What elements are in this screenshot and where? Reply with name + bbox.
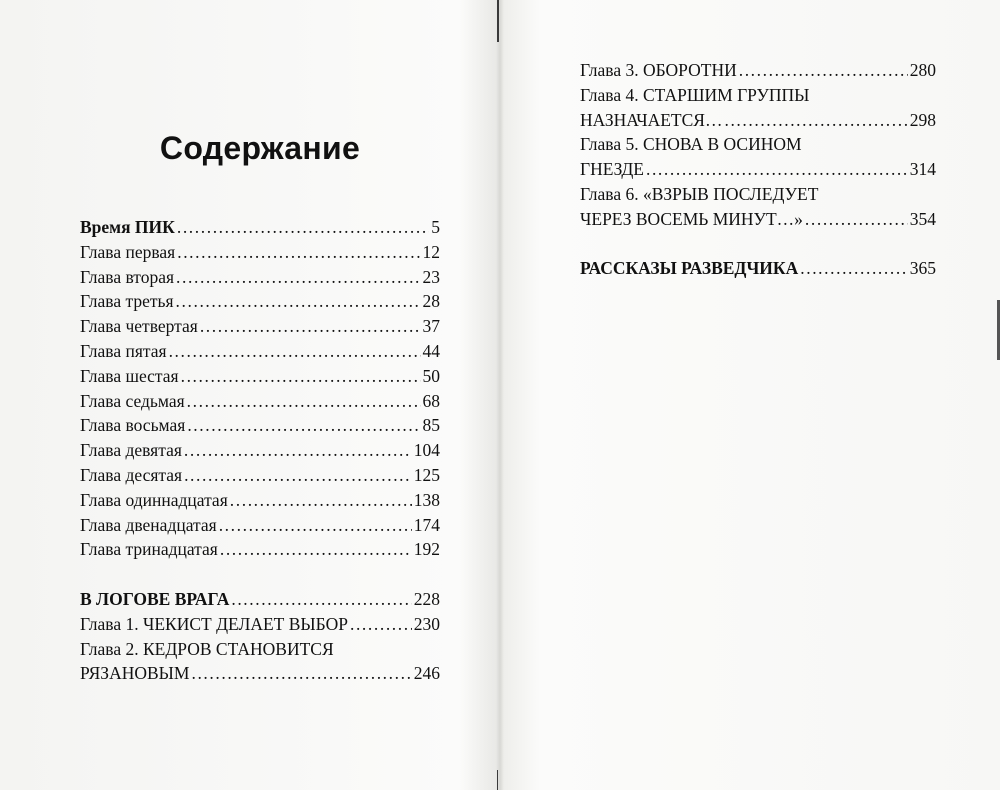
toc-entry-title: РЯЗАНОВЫМ [80,663,190,684]
toc-entry [80,289,440,314]
toc-entry-line [80,215,440,240]
toc-entry-page: 298 [909,109,936,130]
toc-entry-title: Глава восьмая [80,415,186,436]
toc-entry-title: Глава десятая [80,464,183,485]
toc-entry [80,215,440,240]
toc-entry-page: 174 [413,514,440,535]
dot-leader [800,256,908,281]
dot-leader [177,240,420,265]
gutter-mark-bottom [497,770,498,790]
toc-entry-page: 246 [413,663,440,684]
toc-entry-title: Глава девятая [80,440,182,461]
dot-leader [724,108,907,133]
dot-leader [739,58,908,83]
toc-entry-title: Глава шестая [80,365,179,386]
toc-entry-line [80,265,440,290]
toc-entry-line [80,389,440,414]
toc-entry-page: 280 [909,60,936,80]
toc-entry [80,438,440,463]
toc-entry-line [80,537,440,562]
toc-entry [80,413,440,438]
toc-entry-page: 104 [413,440,440,461]
dot-leader [176,289,421,314]
toc-entry-line [80,289,440,314]
toc-entry-title: Глава седьмая [80,390,185,411]
toc-entry-page: 68 [422,390,440,411]
toc-entry [80,240,440,265]
dot-leader [220,537,412,562]
toc-entry-line [580,157,936,182]
toc-entry-title: Глава четвертая [80,316,198,337]
dot-leader [231,587,411,612]
toc-entry-line [80,438,440,463]
toc-entry-page: 230 [413,613,440,634]
toc-entry-title: Глава третья [80,291,174,312]
toc-entry [80,513,440,538]
dot-leader [187,389,421,414]
dot-leader [177,215,429,240]
toc-entry-title: Глава пятая [80,340,167,361]
toc-entry [580,256,936,281]
toc-entry-page: 37 [422,316,440,337]
toc-entry [80,463,440,488]
page-title: Содержание [159,130,361,166]
toc-entry-line [80,513,440,538]
toc-entry-line [80,463,440,488]
dot-leader [184,463,412,488]
toc-entry-title: НАЗНАЧАЕТСЯ… [580,109,723,130]
toc-entry [580,83,936,133]
toc-entry-title: Глава 1. ЧЕКИСТ ДЕЛАЕТ ВЫБОР [80,613,348,634]
toc-entry-line [580,256,936,281]
toc-entry-page: 23 [422,266,440,287]
toc-entry-line [80,240,440,265]
toc-entry [580,58,936,83]
dot-leader [230,488,412,513]
toc-entry-page: 192 [413,539,440,560]
toc-entry [80,537,440,562]
toc-entry-page: 5 [431,217,440,237]
toc-entry-line [80,488,440,513]
dot-leader [350,612,412,637]
dot-leader [219,513,412,538]
toc-entry [80,389,440,414]
toc-entry-title: Глава двенадцатая [80,514,217,535]
toc-entry [80,587,440,612]
toc-entry-page: 314 [909,159,936,180]
dot-leader [169,339,421,364]
toc-entry-title: ЧЕРЕЗ ВОСЕМЬ МИНУТ…» [580,208,803,229]
dot-leader [176,265,420,290]
toc-entry [80,488,440,513]
toc-entry-line [80,364,440,389]
toc-entry-page: 138 [413,489,440,510]
toc-list-left [80,215,440,686]
toc-entry [80,612,440,637]
toc-entry-page: 12 [422,241,440,262]
toc-entry-page: 228 [413,588,440,609]
toc-entry-title: Глава одиннадцатая [80,489,228,510]
toc-entry-page: 354 [909,208,936,229]
toc-entry-page: 44 [422,340,440,361]
dot-leader [191,661,411,686]
toc-entry-line [80,612,440,637]
toc-entry-title: Глава тринадцатая [80,539,218,560]
toc-entry-line [80,314,440,339]
toc-entry [80,637,440,687]
toc-entry-title: Глава 3. ОБОРОТНИ [580,60,737,80]
toc-entry [580,132,936,182]
toc-entry-line [580,108,936,133]
toc-entry-page: 28 [422,291,440,312]
dot-leader [181,364,421,389]
toc-entry-page: 85 [422,415,440,436]
toc-entry [580,182,936,232]
toc-list-right [580,58,936,281]
toc-entry-title: Глава первая [80,241,176,262]
dot-leader [184,438,412,463]
toc-entry-line [80,661,440,686]
toc-entry-line [80,339,440,364]
toc-entry-title: Глава вторая [80,266,175,287]
toc-entry-page: 125 [413,464,440,485]
toc-entry-title: РАССКАЗЫ РАЗВЕДЧИКА [580,258,799,279]
dot-leader [646,157,908,182]
toc-entry-page: 365 [909,258,936,279]
toc-entry-first-line: Глава 4. СТАРШИМ ГРУППЫ [580,84,810,105]
toc-entry-first-line: Глава 2. КЕДРОВ СТАНОВИТСЯ [80,638,334,659]
toc-entry-title: В ЛОГОВЕ ВРАГА [80,588,230,609]
toc-entry-line [580,207,936,232]
toc-entry-page: 50 [422,365,440,386]
toc-entry [80,364,440,389]
dot-leader [187,413,420,438]
toc-entry-line [580,58,936,83]
toc-entry [80,339,440,364]
toc-entry-first-line: Глава 5. СНОВА В ОСИНОМ [580,134,802,155]
toc-entry-line [80,413,440,438]
toc-entry-title: Время ПИК [80,217,175,237]
toc-entry-line [80,587,440,612]
toc-entry-first-line: Глава 6. «ВЗРЫВ ПОСЛЕДУЕТ [580,183,819,204]
toc-entry [80,265,440,290]
dot-leader [805,207,908,232]
dot-leader [200,314,421,339]
gutter-mark-top [497,0,499,42]
toc-entry-title: ГНЕЗДЕ [580,159,644,180]
toc-entry [80,314,440,339]
